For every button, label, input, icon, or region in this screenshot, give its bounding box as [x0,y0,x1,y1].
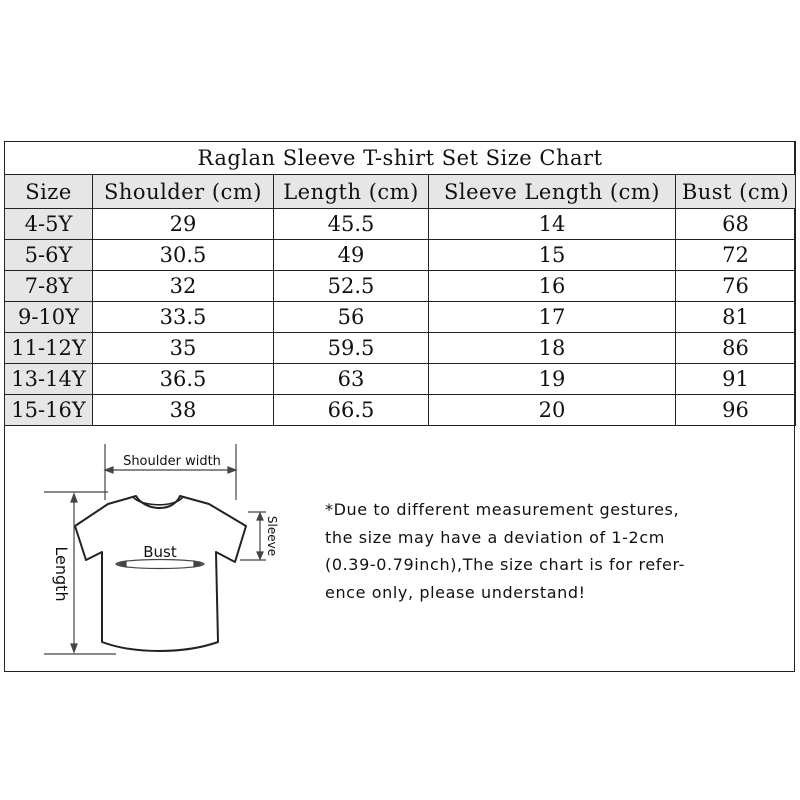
length-label: Length [52,546,71,602]
header-row [5,175,796,209]
size-cell: 7-8Y [5,271,93,302]
size-cell: 15-16Y [5,395,93,426]
bust-cell: 68 [676,209,796,240]
table-row [5,271,796,302]
size-cell: 9-10Y [5,302,93,333]
bust-cell: 91 [676,364,796,395]
deviation-note: *Due to different measurement gestures, the size may have a deviation of 1-2cm (0.39-0.79inch),The size chart is for refer- ence only, please understand! [325,500,685,602]
sleeve-label: Sleeve [265,515,279,557]
header-length: Length (cm) [274,175,429,209]
length-cell: 63 [274,364,429,395]
size-cell: 13-14Y [5,364,93,395]
size-cell: 4-5Y [5,209,93,240]
header-sleeve-length: Sleeve Length (cm) [429,175,676,209]
shoulder-cell: 38 [93,395,274,426]
shoulder-cell: 35 [93,333,274,364]
length-cell: 66.5 [274,395,429,426]
header-size: Size [5,175,93,209]
shoulder-cell: 30.5 [93,240,274,271]
bust-label: Bust [143,543,177,561]
header-bust: Bust (cm) [676,175,796,209]
sleeve-length-cell: 19 [429,364,676,395]
table-row [5,364,796,395]
bust-cell: 72 [676,240,796,271]
size-cell: 5-6Y [5,240,93,271]
chart-title: Raglan Sleeve T-shirt Set Size Chart [5,142,796,175]
table-row [5,209,796,240]
shoulder-cell: 33.5 [93,302,274,333]
bust-cell: 96 [676,395,796,426]
length-cell: 45.5 [274,209,429,240]
table-row [5,395,796,426]
size-chart-table [4,141,796,426]
sleeve-length-cell: 17 [429,302,676,333]
bust-cell: 81 [676,302,796,333]
length-cell: 56 [274,302,429,333]
sleeve-length-cell: 15 [429,240,676,271]
title-row [5,142,796,175]
length-cell: 59.5 [274,333,429,364]
table-row [5,333,796,364]
size-cell: 11-12Y [5,333,93,364]
shoulder-cell: 32 [93,271,274,302]
length-cell: 52.5 [274,271,429,302]
table-row [5,240,796,271]
sleeve-length-cell: 20 [429,395,676,426]
bust-cell: 86 [676,333,796,364]
shoulder-cell: 29 [93,209,274,240]
header-shoulder: Shoulder (cm) [93,175,274,209]
table-row [5,302,796,333]
sleeve-length-cell: 18 [429,333,676,364]
bust-cell: 76 [676,271,796,302]
length-cell: 49 [274,240,429,271]
sleeve-length-cell: 16 [429,271,676,302]
shoulder-cell: 36.5 [93,364,274,395]
sleeve-length-cell: 14 [429,209,676,240]
shoulder-width-label: Shoulder width [123,454,221,469]
